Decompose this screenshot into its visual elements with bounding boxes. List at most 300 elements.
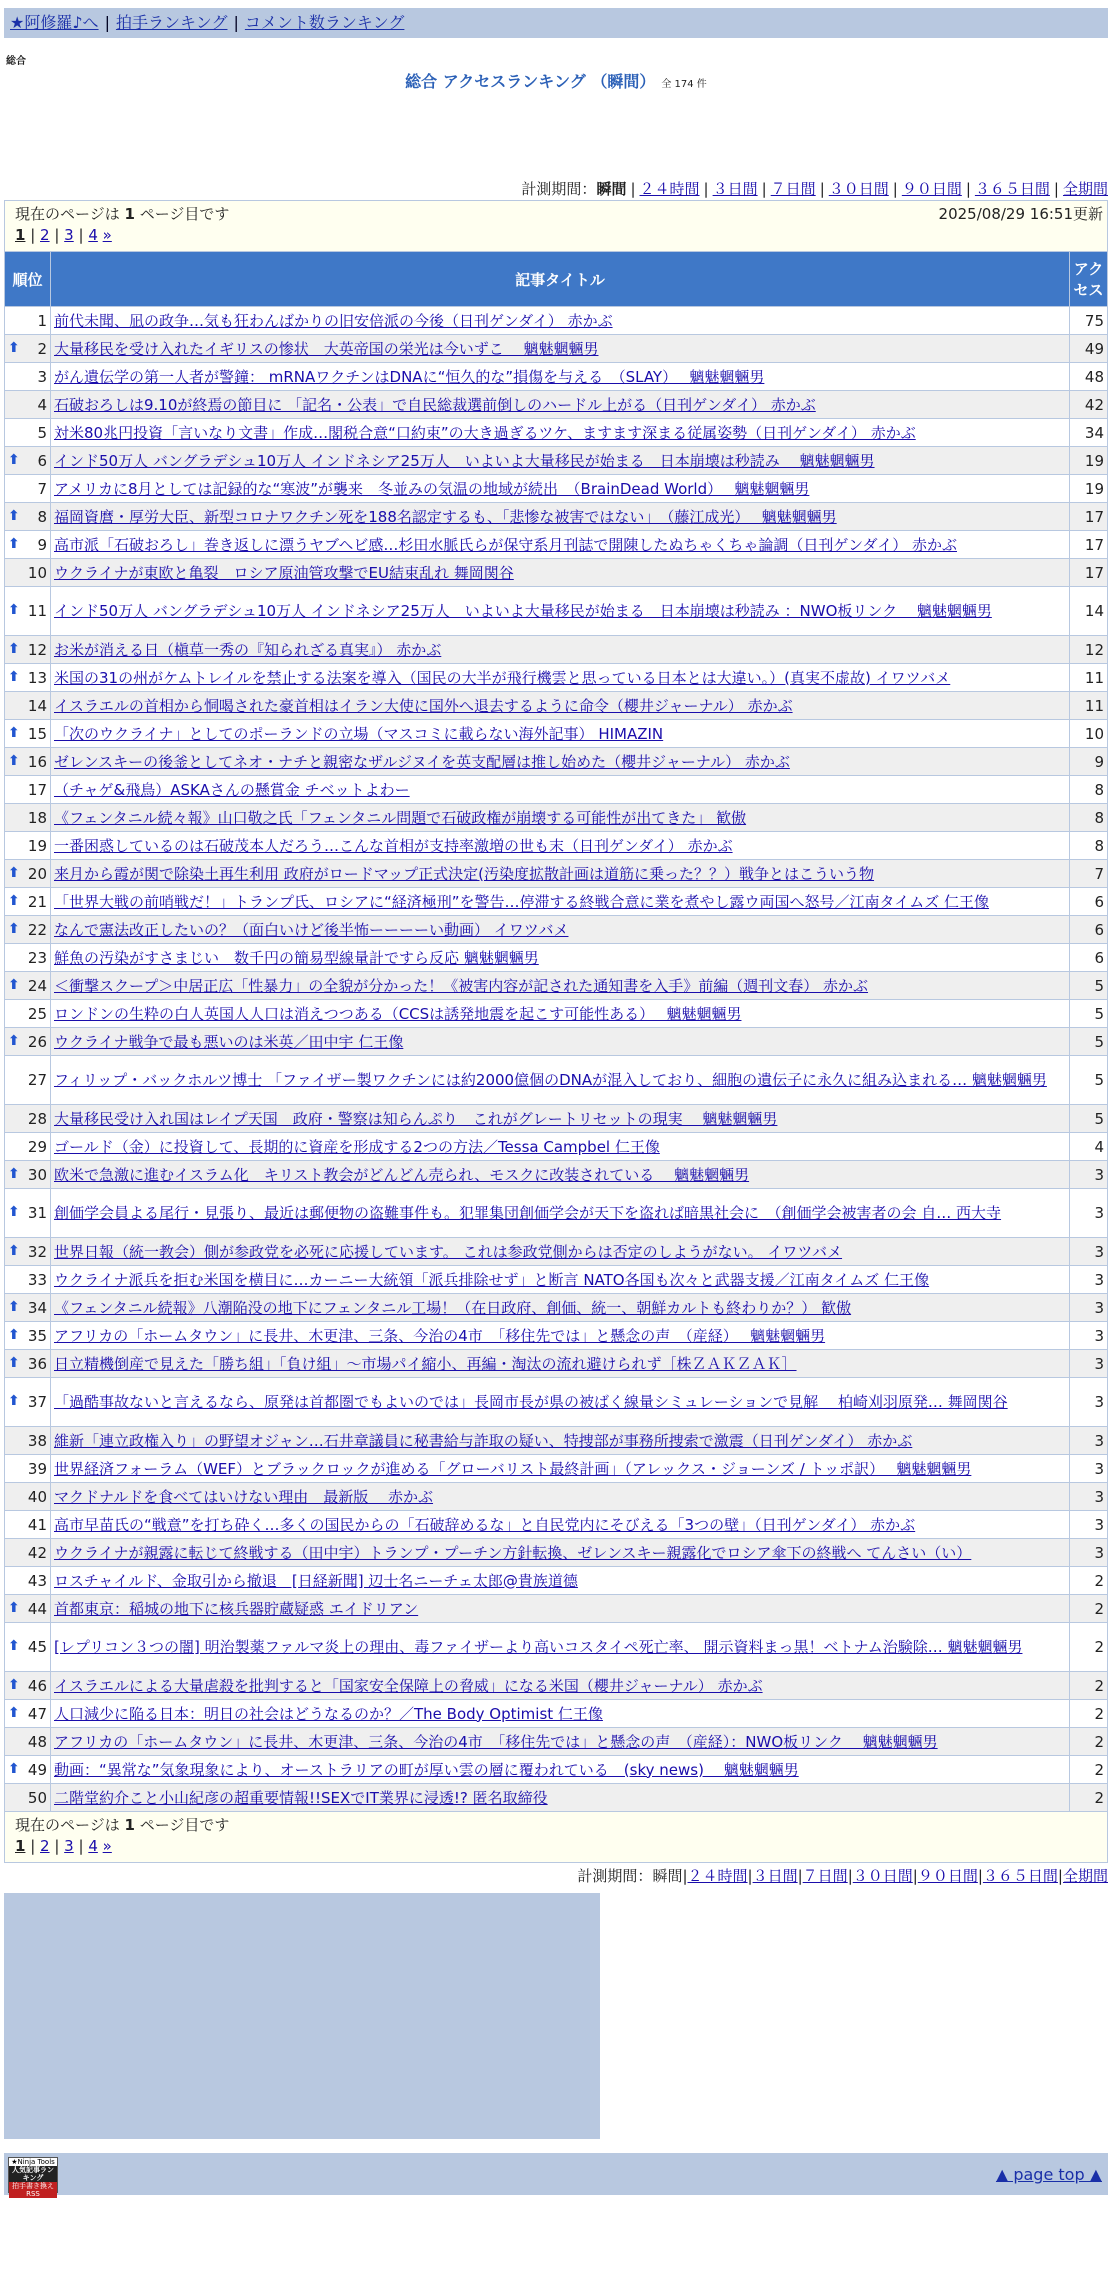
- table-row: [5, 363, 1108, 391]
- article-link[interactable]: 「世界大戦の前哨戦だ！」トランプ氏、ロシアに“経済極刑”を警告…停滞する終戦合意に業を煮やし露ウ両国へ怒号／江南タイムズ 仁王像: [54, 892, 990, 911]
- table-row: [5, 1483, 1108, 1511]
- arrow-up-icon: ⬆: [8, 535, 20, 552]
- article-link[interactable]: ウクライナが親露に転じて終戦する（田中宇）トランプ・プーチン方針転換、ゼレンスキー親露化でロシア傘下の終戦へ てんさい（い）: [54, 1543, 972, 1562]
- article-link[interactable]: 世界経済フォーラム（WEF）とブラックロックが進める「グローバリスト最終計画」（アレックス・ジョーンズ / トッポ訳） 魑魅魍魎男: [54, 1459, 972, 1478]
- logo-line: ★Ninja Tools: [11, 2158, 55, 2166]
- access-count: 3: [1070, 1511, 1108, 1539]
- table-row: [5, 1350, 1108, 1378]
- nav-separator: |: [104, 13, 110, 32]
- period-separator: |: [630, 180, 636, 198]
- article-link[interactable]: 鮮魚の汚染がすさまじい 数千円の簡易型線量計ですら反応 魑魅魍魎男: [54, 948, 539, 967]
- rank-cell: [5, 1056, 51, 1105]
- period-link[interactable]: 全期間: [1062, 1867, 1108, 1885]
- title-cell: [51, 832, 1070, 860]
- access-count: 5: [1070, 1056, 1108, 1105]
- article-link[interactable]: 《フェンタニル続々報》山口敬之氏「フェンタニル問題で石破政権が崩壊する可能性が出てきた」 歓傲: [54, 808, 747, 827]
- title-cell: [51, 1056, 1070, 1105]
- access-count: 8: [1070, 776, 1108, 804]
- article-link[interactable]: 《フェンタニル続報》八潮陥没の地下にフェンタニル工場！（在日政府、創価、統一、朝鮮カルトも終わりか？） 歓傲: [54, 1298, 852, 1317]
- table-row: [5, 391, 1108, 419]
- rank-cell: [5, 447, 51, 475]
- article-link[interactable]: お米が消える日（槇草一秀の『知られざる真実』） 赤かぶ: [54, 640, 442, 659]
- rank-number: 17: [27, 780, 47, 799]
- article-link[interactable]: アメリカに8月としては記録的な“寒波”が襲来 冬並みの気温の地域が続出 （BrainDead World） 魑魅魍魎男: [54, 479, 810, 498]
- rank-number: 38: [27, 1431, 47, 1450]
- rank-cell: [5, 1567, 51, 1595]
- rank-cell: [5, 860, 51, 888]
- rank-cell: [5, 1000, 51, 1028]
- arrow-up-icon: ⬆: [8, 1165, 20, 1182]
- rank-cell: [5, 559, 51, 587]
- rank-cell: [5, 692, 51, 720]
- pager-link[interactable]: 2: [40, 226, 50, 244]
- rank-number: 26: [27, 1032, 47, 1051]
- arrow-up-icon: ⬆: [8, 1204, 20, 1220]
- period-separator: |: [761, 180, 767, 198]
- article-link[interactable]: イスラエルによる大量虐殺を批判すると「国家安全保障上の脅威」になる米国（櫻井ジャーナル） 赤かぶ: [54, 1676, 763, 1695]
- table-row: [5, 1105, 1108, 1133]
- page-top-link[interactable]: ▲ page top ▲: [995, 2165, 1102, 2184]
- period-selector: [4, 178, 1108, 200]
- title-cell: [51, 447, 1070, 475]
- table-row: [5, 1189, 1108, 1238]
- arrow-up-icon: ⬆: [8, 752, 20, 769]
- period-separator: |: [1053, 180, 1059, 198]
- rank-cell: [5, 1784, 51, 1812]
- rank-number: 32: [27, 1242, 47, 1261]
- home-link[interactable]: ★阿修羅♪へ: [10, 13, 99, 32]
- rank-cell: [5, 1161, 51, 1189]
- article-link[interactable]: ロンドンの生粋の白人英国人人口は消えつつある（CCSは誘発地震を起こす可能性ある） 魑魅魍魎男: [54, 1004, 742, 1023]
- rank-number: 45: [27, 1638, 47, 1656]
- access-count: 5: [1070, 1105, 1108, 1133]
- article-link[interactable]: インド50万人 バングラデシュ10万人 インドネシア25万人 いよいよ大量移民が始まる 日本崩壊は秒読み 魑魅魍魎男: [54, 451, 875, 470]
- rank-number: 8: [37, 507, 47, 526]
- article-link[interactable]: 「過酷事故ないと言えるなら、原発は首都圏でもよいのでは」長岡市長が県の被ばく線量シミュレーションで見解 柏崎刈羽原発… 舞岡関谷: [54, 1393, 1008, 1411]
- clap-ranking-link[interactable]: 拍手ランキング: [115, 13, 228, 32]
- arrow-up-icon: ⬆: [8, 507, 20, 524]
- rank-cell: [5, 1672, 51, 1700]
- article-link[interactable]: ＜衝撃スクープ＞中居正広「性暴力」の全貌が分かった！《被害内容が記された通知書を入手》前編（週刊文春） 赤かぶ: [54, 976, 869, 995]
- period-separator: |: [703, 180, 709, 198]
- rank-cell: [5, 1427, 51, 1455]
- title-cell: [51, 1238, 1070, 1266]
- access-count: 3: [1070, 1266, 1108, 1294]
- access-count: 3: [1070, 1539, 1108, 1567]
- title-cell: [51, 419, 1070, 447]
- title-cell: [51, 1427, 1070, 1455]
- access-count: 3: [1070, 1238, 1108, 1266]
- title-cell: [51, 335, 1070, 363]
- period-label: 計測期間：: [577, 1867, 653, 1885]
- article-link[interactable]: アフリカの「ホームタウン」に長井、木更津、三条、今治の4市 「移住先では」と懸念の声 （産経）：NWO板リンク 魑魅魍魎男: [54, 1732, 938, 1751]
- access-count: 14: [1070, 587, 1108, 636]
- title-cell: [51, 475, 1070, 503]
- pager-link[interactable]: 4: [88, 1837, 98, 1855]
- table-row: [5, 475, 1108, 503]
- article-link[interactable]: フィリップ・バックホルツ博士 「ファイザー製ワクチンには約2000億個のDNAが混入しており、細胞の遺伝子に永久に組み込まれる… 魑魅魍魎男: [54, 1071, 1047, 1089]
- access-count: 3: [1070, 1350, 1108, 1378]
- rank-number: 7: [37, 479, 47, 498]
- current-page-number: 1: [124, 1816, 135, 1834]
- rank-cell: [5, 1189, 51, 1238]
- arrow-up-icon: ⬆: [8, 864, 20, 881]
- article-link[interactable]: 動画：“異常な”気象現象により、オーストラリアの町が厚い雲の層に覆われている (sky news) 魑魅魍魎男: [54, 1760, 799, 1779]
- article-link[interactable]: 首都東京：稲城の地下に核兵器貯蔵疑惑 エイドリアン: [54, 1599, 419, 1618]
- title-cell: [51, 1455, 1070, 1483]
- table-row: [5, 636, 1108, 664]
- article-link[interactable]: イスラエルの首相から恫喝された豪首相はイラン大使に国外へ退去するように命令（櫻井ジャーナル） 赤かぶ: [54, 696, 793, 715]
- article-link[interactable]: 「次のウクライナ」としてのポーランドの立場（マスコミに載らない海外記事） HIMAZIN: [54, 724, 664, 743]
- title-cell: [51, 1161, 1070, 1189]
- article-link[interactable]: 石破おろしは9.10が終焉の節目に 「記名・公表」で自民総裁選前倒しのハードル上がる（日刊ゲンダイ） 赤かぶ: [54, 395, 816, 414]
- rank-number: 2: [37, 339, 47, 358]
- title-cell: [51, 1539, 1070, 1567]
- arrow-up-icon: ⬆: [8, 339, 20, 356]
- article-link[interactable]: 創価学会員よる尾行・見張り、最近は郵便物の盗難事件も。犯罪集団創価学会が天下を盗れば暗黒社会に （創価学会被害者の会 自… 西大寺: [54, 1204, 1002, 1222]
- table-row: [5, 1700, 1108, 1728]
- page-info-box: [4, 200, 1108, 251]
- table-row: [5, 1756, 1108, 1784]
- title-cell: [51, 1756, 1070, 1784]
- table-row: [5, 503, 1108, 531]
- table-row: [5, 1161, 1108, 1189]
- access-count: 48: [1070, 363, 1108, 391]
- rank-cell: [5, 363, 51, 391]
- page-info-post: ページ目です: [139, 1816, 230, 1834]
- rank-number: 4: [37, 395, 47, 414]
- table-row: [5, 1028, 1108, 1056]
- article-link[interactable]: [レプリコン３つの闇] 明治製薬ファルマ炎上の理由、毒ファイザーより高いコスタイペ死亡率、 開示資料まっ黒！ベトナム治験除… 魑魅魍魎男: [54, 1638, 1023, 1656]
- table-row: [5, 1238, 1108, 1266]
- access-count: 2: [1070, 1756, 1108, 1784]
- title-cell: [51, 972, 1070, 1000]
- table-row: [5, 832, 1108, 860]
- access-count: 7: [1070, 860, 1108, 888]
- article-link[interactable]: 米国の31の州がケムトレイルを禁止する法案を導入（国民の大半が飛行機雲と思っている日本とは大違い。）(真実不虚故) イワツバメ: [54, 668, 951, 687]
- col-count-header: アクセス: [1070, 252, 1108, 307]
- table-row: [5, 1784, 1108, 1812]
- page-info-box-bottom: [4, 1812, 1108, 1863]
- period-selector-bottom: [4, 1865, 1108, 1887]
- arrow-up-icon: ⬆: [8, 1676, 20, 1693]
- rank-cell: [5, 720, 51, 748]
- pager-next[interactable]: »: [102, 1837, 112, 1855]
- article-link[interactable]: ゴールド（金）に投資して、長期的に資産を形成する2つの方法／Tessa Campbel 仁王像: [54, 1137, 660, 1156]
- table-row: [5, 587, 1108, 636]
- article-link[interactable]: 高市派「石破おろし」巻き返しに漂うヤブヘビ感…杉田水脈氏らが保守系月刊誌で開陳したぬちゃくちゃ論調（日刊ゲンダイ） 赤かぶ: [54, 535, 957, 554]
- access-count: 19: [1070, 475, 1108, 503]
- title-cell: [51, 664, 1070, 692]
- title-cell: [51, 720, 1070, 748]
- article-link[interactable]: 世界日報（統一教会）側が参政党を必死に応援しています。 これは参政党側からは否定のしようがない。 イワツバメ: [54, 1242, 843, 1261]
- title-cell: [51, 692, 1070, 720]
- rank-cell: [5, 531, 51, 559]
- rank-number: 3: [37, 367, 47, 386]
- period-separator: |: [819, 180, 825, 198]
- access-count: 75: [1070, 307, 1108, 335]
- title-cell: [51, 363, 1070, 391]
- arrow-up-icon: ⬆: [8, 976, 20, 993]
- rank-cell: [5, 916, 51, 944]
- rank-number: 50: [27, 1788, 47, 1807]
- access-count: 9: [1070, 748, 1108, 776]
- rank-cell: [5, 832, 51, 860]
- access-count: 3: [1070, 1483, 1108, 1511]
- period-separator: |: [747, 1867, 753, 1885]
- rank-cell: [5, 1483, 51, 1511]
- article-link[interactable]: 一番困惑しているのは石破茂本人だろう…こんな首相が支持率激増の世も末（日刊ゲンダイ） 赤かぶ: [54, 836, 733, 855]
- article-link[interactable]: マクドナルドを食べてはいけない理由 最新版 赤かぶ: [54, 1487, 434, 1506]
- period-current: 瞬間: [652, 1867, 683, 1885]
- table-row: [5, 1672, 1108, 1700]
- table-row: [5, 692, 1108, 720]
- article-link[interactable]: インド50万人 バングラデシュ10万人 インドネシア25万人 いよいよ大量移民が始まる 日本崩壊は秒読み ：NWO板リンク 魑魅魍魎男: [54, 602, 992, 620]
- table-row: [5, 1728, 1108, 1756]
- arrow-up-icon: ⬆: [8, 668, 20, 685]
- title-cell: [51, 944, 1070, 972]
- table-row: [5, 1427, 1108, 1455]
- table-row: [5, 1266, 1108, 1294]
- article-link[interactable]: ウクライナが東欧と亀裂 ロシア原油管攻撃でEU結束乱れ 舞岡関谷: [54, 563, 514, 582]
- rank-number: 1: [37, 311, 47, 330]
- period-link[interactable]: ３６５日間: [974, 180, 1050, 198]
- article-link[interactable]: 大量移民を受け入れたイギリスの惨状 大英帝国の栄光は今いずこ 魑魅魍魎男: [54, 339, 599, 358]
- table-row: [5, 916, 1108, 944]
- rank-number: 39: [27, 1459, 47, 1478]
- arrow-up-icon: ⬆: [8, 602, 20, 618]
- period-link[interactable]: ２４時間: [687, 1867, 748, 1885]
- article-link[interactable]: なんで憲法改正したいの？（面白いけど後半怖ーーーーい動画） イワツバメ: [54, 920, 569, 939]
- table-row: [5, 944, 1108, 972]
- access-count: 2: [1070, 1623, 1108, 1672]
- table-row: [5, 447, 1108, 475]
- rank-number: 19: [27, 836, 47, 855]
- rank-number: 23: [27, 948, 47, 967]
- period-separator: |: [977, 1867, 983, 1885]
- period-link[interactable]: ３０日間: [852, 1867, 913, 1885]
- period-separator: |: [912, 1867, 918, 1885]
- rank-number: 27: [27, 1071, 47, 1089]
- rank-cell: [5, 664, 51, 692]
- pager-link[interactable]: 2: [40, 1837, 50, 1855]
- pager-link[interactable]: 4: [88, 226, 98, 244]
- arrow-up-icon: ⬆: [8, 1760, 20, 1777]
- access-count: 17: [1070, 559, 1108, 587]
- footer: [4, 2153, 1108, 2198]
- period-separator: |: [797, 1867, 803, 1885]
- rank-cell: [5, 1700, 51, 1728]
- update-time: 2025/08/29 16:51更新: [938, 205, 1103, 223]
- period-link[interactable]: ３０日間: [828, 180, 889, 198]
- arrow-up-icon: ⬆: [8, 892, 20, 909]
- period-link[interactable]: 全期間: [1062, 180, 1108, 198]
- rank-number: 35: [27, 1326, 47, 1345]
- article-link[interactable]: ウクライナ戦争で最も悪いのは米英／田中宇 仁王像: [54, 1032, 404, 1051]
- access-count: 6: [1070, 944, 1108, 972]
- article-link[interactable]: 高市早苗氏の“戦意”を打ち砕く…多くの国民からの「石破辞めるな」と自民党内にそびえる「3つの壁」（日刊ゲンダイ） 赤かぶ: [54, 1515, 916, 1534]
- pager-link[interactable]: 3: [64, 1837, 74, 1855]
- section-label: 総合: [6, 56, 26, 67]
- arrow-up-icon: ⬆: [8, 1242, 20, 1259]
- title-cell: [51, 1623, 1070, 1672]
- title-cell: [51, 1266, 1070, 1294]
- arrow-up-icon: ⬆: [8, 920, 20, 937]
- rank-number: 15: [27, 724, 47, 743]
- rank-cell: [5, 587, 51, 636]
- access-count: 3: [1070, 1322, 1108, 1350]
- rank-cell: [5, 419, 51, 447]
- rank-cell: [5, 944, 51, 972]
- rank-cell: [5, 776, 51, 804]
- access-count: 2: [1070, 1567, 1108, 1595]
- title-cell: [51, 1133, 1070, 1161]
- period-link[interactable]: ３６５日間: [982, 1867, 1058, 1885]
- table-row: [5, 1623, 1108, 1672]
- period-link[interactable]: ３日間: [752, 1867, 798, 1885]
- article-link[interactable]: 人口減少に陥る日本：明日の社会はどうなるのか？／The Body Optimist 仁王像: [54, 1704, 603, 1723]
- access-count: 8: [1070, 832, 1108, 860]
- access-count: 2: [1070, 1784, 1108, 1812]
- article-link[interactable]: 大量移民受け入れ国はレイプ天国 政府・警察は知らんぷり これがグレートリセットの現実 魑魅魍魎男: [54, 1109, 778, 1128]
- table-row: [5, 804, 1108, 832]
- title-cell: [51, 1105, 1070, 1133]
- rank-cell: [5, 1511, 51, 1539]
- rank-cell: [5, 307, 51, 335]
- rank-number: 9: [37, 535, 47, 554]
- access-count: 5: [1070, 1000, 1108, 1028]
- table-row: [5, 1511, 1108, 1539]
- rank-cell: [5, 636, 51, 664]
- article-link[interactable]: 二階堂約介こと小山紀彦の超重要情報!!SEXでIT業界に浸透!? 匿名取締役: [54, 1788, 548, 1807]
- logo-line: 人気記事ランキング: [9, 2166, 57, 2182]
- access-count: 3: [1070, 1378, 1108, 1427]
- table-row: [5, 1539, 1108, 1567]
- period-link[interactable]: ９０日間: [901, 180, 962, 198]
- rank-cell: [5, 391, 51, 419]
- pager: 1 | 2 | 3 | 4 »: [15, 226, 112, 244]
- ninja-tools-logo[interactable]: [8, 2157, 58, 2198]
- rank-number: 36: [27, 1354, 47, 1373]
- rank-number: 21: [27, 892, 47, 911]
- period-current: 瞬間: [596, 180, 627, 198]
- article-link[interactable]: （チャゲ&飛鳥）ASKAさんの懸賞金 チベットよわー: [54, 780, 410, 799]
- table-row: [5, 720, 1108, 748]
- article-link[interactable]: アフリカの「ホームタウン」に長井、木更津、三条、今治の4市 「移住先では」と懸念の声 （産経） 魑魅魍魎男: [54, 1326, 826, 1345]
- arrow-up-icon: ⬆: [8, 1393, 20, 1409]
- pager-next[interactable]: »: [102, 226, 112, 244]
- rank-cell: [5, 1294, 51, 1322]
- rank-cell: [5, 1539, 51, 1567]
- article-link[interactable]: ウクライナ派兵を拒む米国を横目に…カーニー大統領「派兵排除せず」と断言 NATO各国も次々と武器支援／江南タイムズ 仁王像: [54, 1270, 930, 1289]
- pager-link[interactable]: 3: [64, 226, 74, 244]
- access-count: 3: [1070, 1189, 1108, 1238]
- rank-cell: [5, 1266, 51, 1294]
- rank-cell: [5, 1133, 51, 1161]
- article-link[interactable]: 欧米で急激に進むイスラム化 キリスト教会がどんどん売られ、モスクに改装されている 魑魅魍魎男: [54, 1165, 750, 1184]
- comment-ranking-link[interactable]: コメント数ランキング: [244, 13, 405, 32]
- ranking-table: [4, 251, 1108, 1812]
- article-link[interactable]: 福岡資麿・厚労大臣、新型コロナワクチン死を188名認定するも、「悲惨な被害ではない」 （藤江成光） 魑魅魍魎男: [54, 507, 837, 526]
- access-count: 3: [1070, 1427, 1108, 1455]
- title-cell: [51, 307, 1070, 335]
- access-count: 6: [1070, 916, 1108, 944]
- arrow-up-icon: ⬆: [8, 724, 20, 741]
- rank-number: 13: [27, 668, 47, 687]
- access-count: 11: [1070, 692, 1108, 720]
- total-count: 全 174 件: [661, 79, 707, 90]
- rank-number: 48: [27, 1732, 47, 1751]
- article-link[interactable]: ゼレンスキーの後釜としてネオ・ナチと親密なザルジヌイを英支配層は推し始めた（櫻井ジャーナル） 赤かぶ: [54, 752, 790, 771]
- rank-cell: [5, 1350, 51, 1378]
- period-link[interactable]: ７日間: [770, 180, 816, 198]
- article-link[interactable]: 前代未聞、凪の政争…気も狂わんばかりの旧安倍派の今後（日刊ゲンダイ） 赤かぶ: [54, 311, 613, 330]
- title-cell: [51, 748, 1070, 776]
- rank-number: 28: [27, 1109, 47, 1128]
- table-row: [5, 307, 1108, 335]
- table-row: [5, 1056, 1108, 1105]
- title-cell: [51, 1511, 1070, 1539]
- title-cell: [51, 1378, 1070, 1427]
- title-cell: [51, 1350, 1070, 1378]
- table-row: [5, 559, 1108, 587]
- access-count: 10: [1070, 720, 1108, 748]
- arrow-up-icon: ⬆: [8, 1032, 20, 1049]
- title-cell: [51, 1294, 1070, 1322]
- period-link[interactable]: ２４時間: [639, 180, 700, 198]
- rank-number: 37: [27, 1393, 47, 1411]
- period-link[interactable]: ９０日間: [917, 1867, 978, 1885]
- title-cell: [51, 1000, 1070, 1028]
- title-cell: [51, 1483, 1070, 1511]
- access-count: 2: [1070, 1595, 1108, 1623]
- rank-cell: [5, 972, 51, 1000]
- title-cell: [51, 1784, 1070, 1812]
- article-link[interactable]: 対米80兆円投資「言いなり文書」作成…閣税合意“口約束”の大き過ぎるツケ、ますます深まる従属姿勢（日刊ゲンダイ） 赤かぶ: [54, 423, 916, 442]
- period-link[interactable]: ３日間: [712, 180, 758, 198]
- title-cell: [51, 776, 1070, 804]
- ad-placeholder: [4, 1893, 600, 2139]
- access-count: 42: [1070, 391, 1108, 419]
- title-cell: [51, 1322, 1070, 1350]
- col-rank-header: 順位: [5, 252, 51, 307]
- col-title-header: 記事タイトル: [51, 252, 1070, 307]
- access-count: 12: [1070, 636, 1108, 664]
- rank-cell: [5, 503, 51, 531]
- rank-number: 25: [27, 1004, 47, 1023]
- arrow-up-icon: ⬆: [8, 451, 20, 468]
- article-link[interactable]: 来月から霞が関で除染土再生利用 政府がロードマップ正式決定(汚染度拡散計画は道筋に乗った？？）戦争とはこういう物: [54, 864, 875, 883]
- rank-number: 24: [27, 976, 47, 995]
- article-link[interactable]: ロスチャイルド、金取引から撤退 [日経新聞] 辺士名ニーチェ太郎@貴族道德: [54, 1571, 578, 1590]
- access-count: 2: [1070, 1700, 1108, 1728]
- article-link[interactable]: 日立精機倒産で見えた「勝ち組」「負け組」～市場パイ縮小、再編・淘汰の流れ避けられず［株ＺＡＫＺＡＫ］: [54, 1354, 797, 1373]
- rank-number: 49: [27, 1760, 47, 1779]
- rank-number: 44: [27, 1599, 47, 1618]
- article-link[interactable]: 維新「連立政権入り」の野望オジャン…石井章議員に秘書給与詐取の疑い、特捜部が事務所捜索で激震（日刊ゲンダイ） 赤かぶ: [54, 1431, 913, 1450]
- period-link[interactable]: ７日間: [802, 1867, 848, 1885]
- rank-number: 33: [27, 1270, 47, 1289]
- table-row: [5, 1133, 1108, 1161]
- title-cell: [51, 503, 1070, 531]
- access-count: 17: [1070, 531, 1108, 559]
- title-cell: [51, 1672, 1070, 1700]
- rank-number: 30: [27, 1165, 47, 1184]
- top-nav: [4, 8, 1108, 38]
- table-row: [5, 888, 1108, 916]
- article-link[interactable]: がん遺伝学の第一人者が警鐘： mRNAワクチンはDNAに“恒久的な”損傷を与える （SLAY） 魑魅魍魎男: [54, 367, 765, 386]
- arrow-up-icon: ⬆: [8, 1326, 20, 1343]
